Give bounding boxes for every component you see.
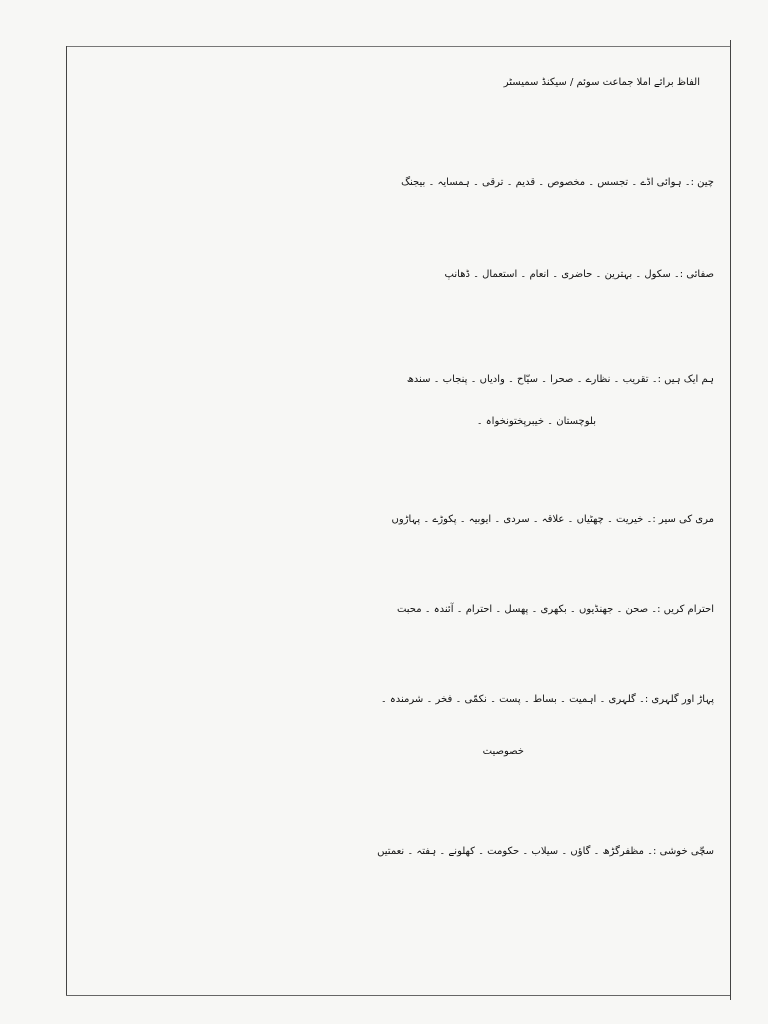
word-list-line: چین :۔ ہوائی اڈے ۔ تجسس ۔ مخصوص ۔ قدیم ۔ ترقی ۔ ہمسایہ ۔ بیجنگ [401, 177, 714, 188]
word-list-line: ہم ایک ہیں :۔ تقریب ۔ نظارے ۔ صحرا ۔ سیّاح ۔ وادیاں ۔ پنجاب ۔ سندھ [406, 374, 714, 385]
word-list-line: احترام کریں :۔ صحن ۔ جھنڈیوں ۔ بکھری ۔ پھسل ۔ احترام ۔ آئندہ ۔ محبت [396, 604, 714, 615]
page-border-right [730, 40, 731, 1000]
word-list-line: پہاڑ اور گلہری :۔ گلہری ۔ اہمیت ۔ بساط ۔ پست ۔ نکمّی ۔ فخر ۔ شرمندہ ۔ [380, 694, 714, 705]
word-list-line: مری کی سیر :۔ خیریت ۔ چھٹیاں ۔ علاقہ ۔ سردی ۔ ایوبیہ ۔ پکوڑے ۔ پہاڑوں [391, 514, 714, 525]
word-list-line: سچّی خوشی :۔ مظفرگڑھ ۔ گاؤں ۔ سیلاب ۔ حکومت ۔ کھلونے ۔ ہفتہ ۔ نعمتیں [377, 846, 714, 857]
word-list-line-continuation: بلوچستان ۔ خیبرپختونخواہ ۔ [476, 416, 596, 427]
page-title: الفاظ برائے املا جماعت سوئم / سیکنڈ سمیسٹر [503, 77, 700, 88]
word-list-line: صفائی :۔ سکول ۔ بہترین ۔ حاضری ۔ انعام ۔ استعمال ۔ ڈھانپ [444, 269, 714, 280]
word-list-line-continuation: خصوصیت [482, 746, 524, 757]
page-border-top [66, 46, 730, 47]
page-border-bottom [66, 995, 730, 996]
